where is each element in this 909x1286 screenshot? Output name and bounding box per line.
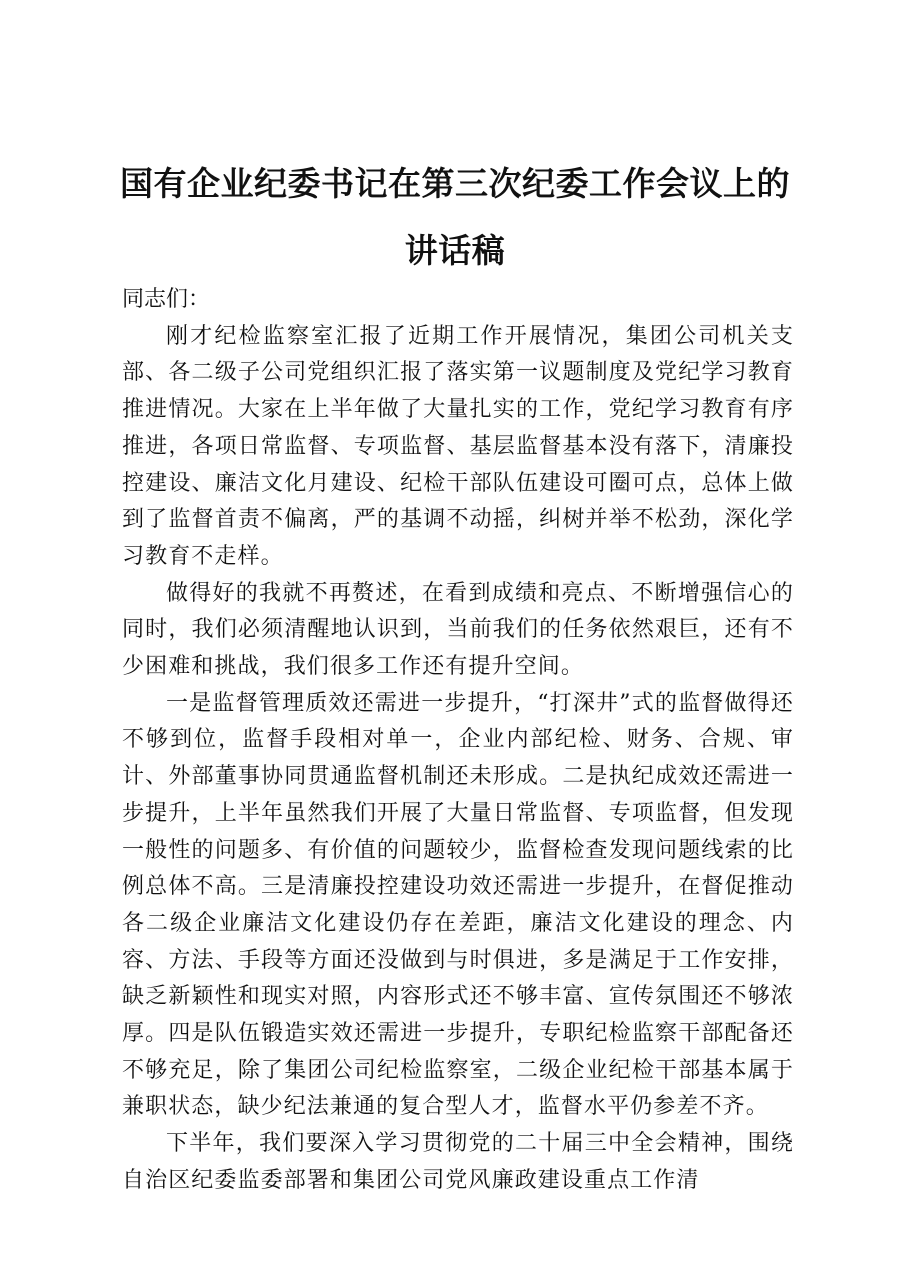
document-title-line-2: 讲话稿 bbox=[404, 231, 506, 270]
document-title-line-1: 国有企业纪委书记在第三次纪委工作会议上的 bbox=[120, 164, 790, 203]
paragraph-2: 做得好的我就不再赘述，在看到成绩和亮点、不断增强信心的同时，我们必须清醒地认识到，当前我们的任务依然艰巨，还有不少困难和挑战，我们很多工作还有提升空间。 bbox=[122, 580, 794, 680]
salutation: 同志们： bbox=[122, 287, 211, 312]
document-body bbox=[122, 282, 794, 1200]
paragraph-4: 下半年，我们要深入学习贯彻党的二十届三中全会精神，围绕自治区纪委监委部署和集团公司党风廉政建设重点工作清 bbox=[122, 1131, 794, 1193]
paragraph-1: 刚才纪检监察室汇报了近期工作开展情况，集团公司机关支部、各二级子公司党组织汇报了落实第一议题制度及党纪学习教育推进情况。大家在上半年做了大量扎实的工作，党纪学习教育有序推进，各项日常监督、专项监督、基层监督基本没有落下，清廉投控建设、廉洁文化月建设、纪检干部队伍建设可圈可点，总体上做到了监督首责不偏离，严的基调不动摇，纠树并举不松劲，深化学习教育不走样。 bbox=[122, 323, 794, 569]
paragraph-3: 一是监督管理质效还需进一步提升，“打深井”式的监督做得还不够到位，监督手段相对单一，企业内部纪检、财务、合规、审计、外部董事协同贯通监督机制还未形成。二是执纪成效还需进一步提升，上半年虽然我们开展了大量日常监督、专项监督，但发现一般性的问题多、有价值的问题较少，监督检查发现问题线索的比例总体不高。三是清廉投控建设功效还需进一步提升，在督促推动各二级企业廉洁文化建设仍存在差距，廉洁文化建设的理念、内容、方法、手段等方面还没做到与时俱进，多是满足于工作安排，缺乏新颖性和现实对照，内容形式还不够丰富、宣传氛围还不够浓厚。四是队伍锻造实效还需进一步提升，专职纪检监察干部配备还不够充足，除了集团公司纪检监察室，二级企业纪检干部基本属于兼职状态，缺少纪法兼通的复合型人才，监督水平仍参差不齐。 bbox=[122, 690, 794, 1120]
